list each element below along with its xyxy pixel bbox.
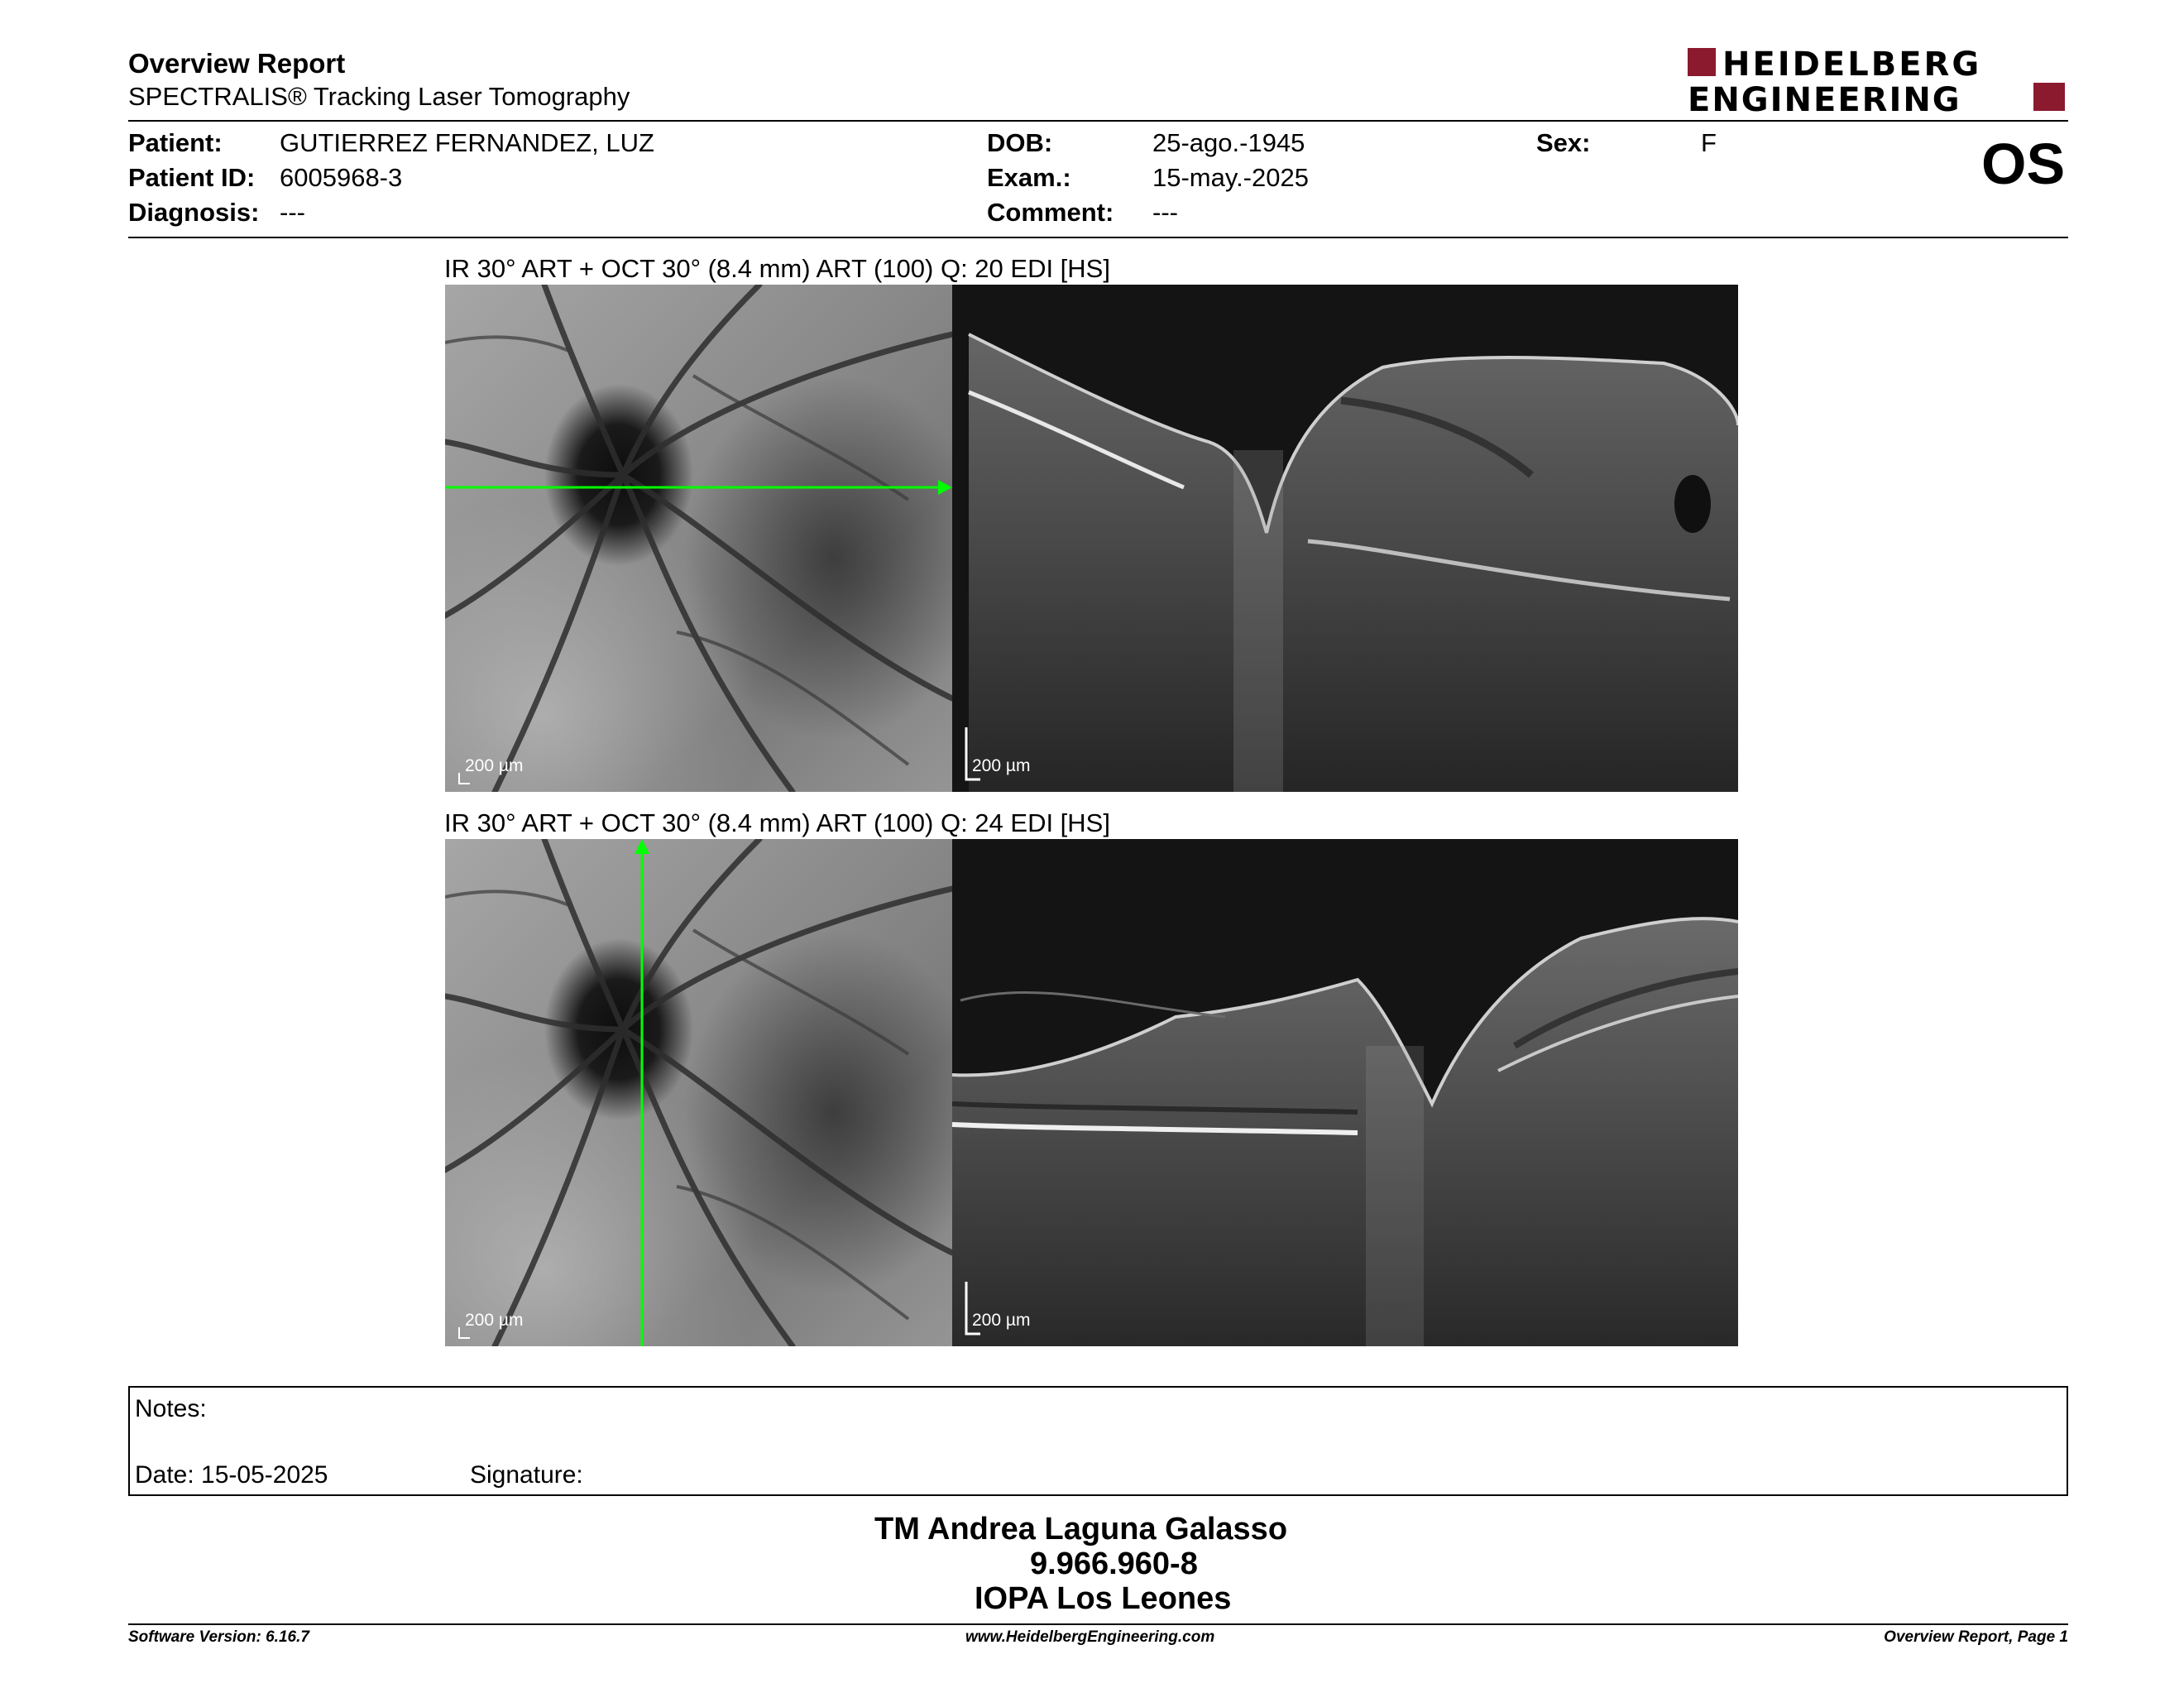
- fundus-vessels-2: [445, 839, 952, 1346]
- oct-scale-2: 200 µm: [972, 1311, 1031, 1330]
- stamp-org: IOPA Los Leones: [975, 1581, 1232, 1616]
- stamp-name: TM Andrea Laguna Galasso: [874, 1512, 1288, 1547]
- report-subtitle: SPECTRALIS® Tracking Laser Tomography: [128, 82, 630, 111]
- fundus-image-2: [445, 839, 952, 1346]
- logo-line1: HEIDELBERG: [1722, 46, 1982, 84]
- signature-label: Signature:: [470, 1461, 583, 1489]
- scan-arrow-2: [635, 839, 649, 854]
- website-link[interactable]: www.HeidelbergEngineering.com: [965, 1628, 1215, 1646]
- dob-value: 25-ago.-1945: [1152, 128, 1305, 157]
- header-divider: [128, 120, 2068, 122]
- software-version: Software Version: 6.16.7: [128, 1628, 309, 1646]
- diagnosis-value: ---: [280, 198, 305, 227]
- fundus-scale-2: 200 µm: [465, 1311, 524, 1330]
- dob-label: DOB:: [987, 128, 1053, 157]
- notes-label: Notes:: [135, 1395, 207, 1422]
- patient-id-label: Patient ID:: [128, 163, 256, 192]
- patient-label: Patient:: [128, 128, 223, 157]
- exam-value: 15-may.-2025: [1152, 163, 1309, 192]
- comment-value: ---: [1152, 198, 1178, 227]
- patient-divider: [128, 237, 2068, 238]
- scan-caption-1: IR 30° ART + OCT 30° (8.4 mm) ART (100) Q: 20 EDI [HS]: [444, 254, 1110, 283]
- sex-label: Sex:: [1536, 128, 1591, 157]
- fundus-scale-1: 200 µm: [465, 756, 524, 775]
- scan-arrow-1: [938, 480, 952, 495]
- report-title: Overview Report: [128, 48, 346, 79]
- heidelberg-logo: [1688, 46, 2068, 114]
- comment-label: Comment:: [987, 198, 1114, 227]
- sex-value: F: [1701, 128, 1717, 157]
- oct-bscan-1: [952, 285, 1738, 792]
- fundus-vessels-1: [445, 285, 952, 792]
- notes-box: [128, 1386, 2068, 1496]
- diagnosis-label: Diagnosis:: [128, 198, 260, 227]
- fundus-image-1: [445, 285, 952, 792]
- oct-image-2: [952, 839, 1738, 1346]
- patient-id: 6005968-3: [280, 163, 403, 192]
- stamp-id: 9.966.960-8: [1030, 1547, 1198, 1581]
- oct-image-1: [952, 285, 1738, 792]
- footer-divider: [128, 1623, 2068, 1625]
- page-indicator: Overview Report, Page 1: [1884, 1628, 2068, 1646]
- oct-scale-1: 200 µm: [972, 756, 1031, 775]
- logo-line2: ENGINEERING: [1688, 81, 1961, 114]
- scan-caption-2: IR 30° ART + OCT 30° (8.4 mm) ART (100) Q: 24 EDI [HS]: [444, 808, 1110, 837]
- date-text: Date: 15-05-2025: [135, 1461, 328, 1489]
- oct-bscan-2: [952, 839, 1738, 1346]
- patient-name: GUTIERREZ FERNANDEZ, LUZ: [280, 128, 654, 157]
- eye-indicator: OS: [1981, 132, 2066, 196]
- exam-label: Exam.:: [987, 163, 1071, 192]
